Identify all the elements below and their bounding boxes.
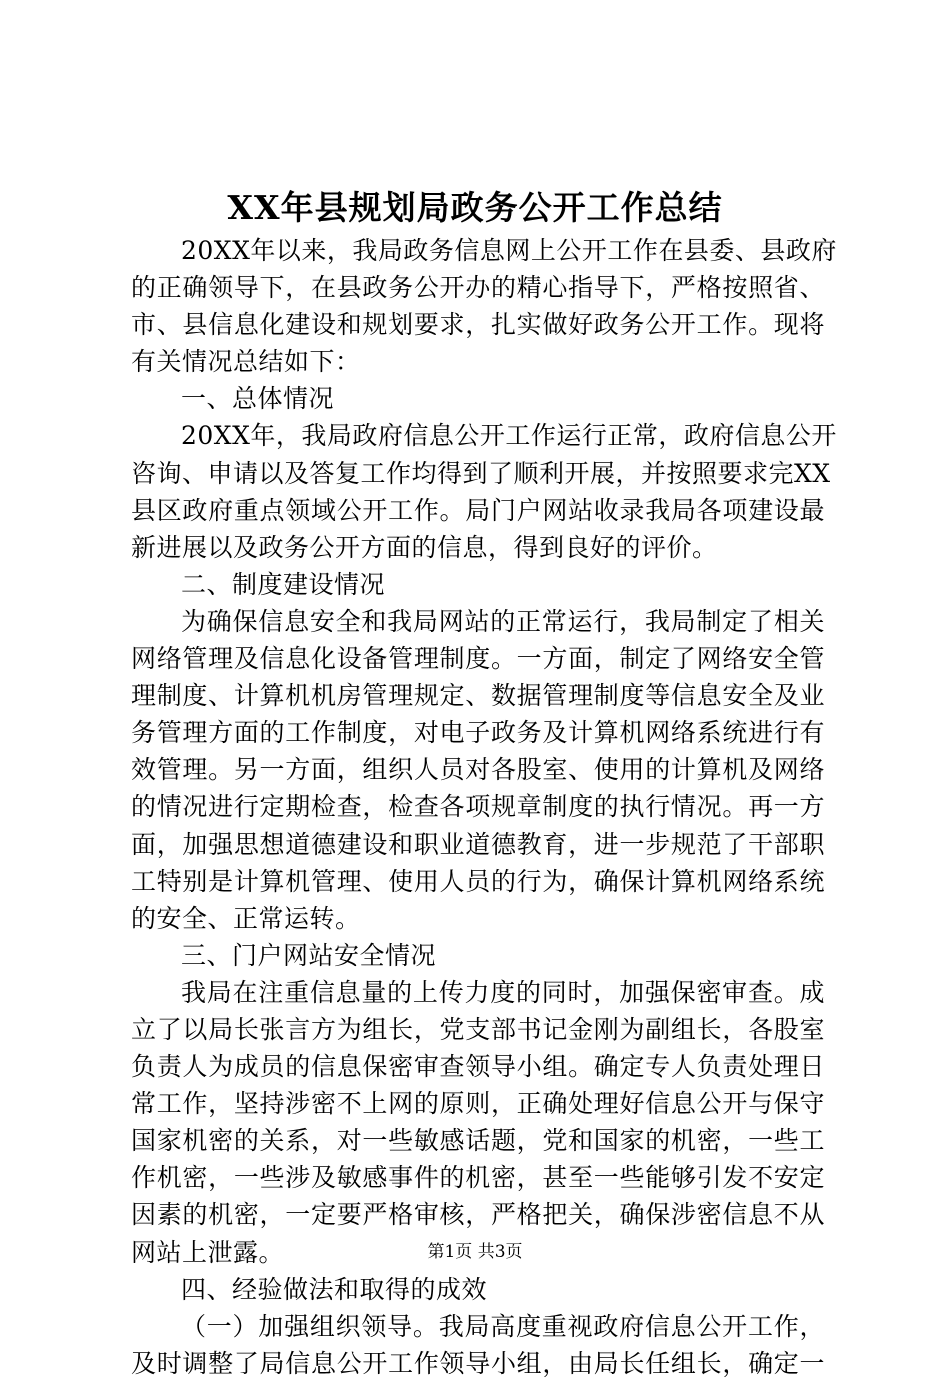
paragraph-line: 的安全、正常运转。 xyxy=(131,903,361,933)
paragraph-line: 咨询、申请以及答复工作均得到了顺利开展，并按照要求完XX xyxy=(131,458,831,488)
paragraph-line: 20XX年以来，我局政务信息网上公开工作在县委、县政府 xyxy=(181,236,837,265)
paragraph-line: 20XX年，我局政府信息公开工作运行正常，政府信息公开 xyxy=(181,421,837,451)
paragraph-line: 新进展以及政务公开方面的信息，得到良好的评价。 xyxy=(131,532,718,562)
paragraph-line: 立了以局长张言方为组长，党支部书记金刚为副组长，各股室 xyxy=(131,1014,825,1044)
page-footer: 第1页 共3页 xyxy=(427,1242,523,1262)
paragraph-line: 国家机密的关系，对一些敏感话题，党和国家的机密，一些工 xyxy=(131,1126,825,1156)
paragraph-line: 县区政府重点领域公开工作。局门户网站收录我局各项建设最 xyxy=(131,495,825,525)
paragraph-line: 市、县信息化建设和规划要求，扎实做好政务公开工作。现将 xyxy=(131,310,825,340)
paragraph-line: 网站上泄露。 xyxy=(131,1237,285,1267)
paragraph-line: 为确保信息安全和我局网站的正常运行，我局制定了相关 xyxy=(181,606,825,636)
paragraph-line: 作机密，一些涉及敏感事件的机密，甚至一些能够引发不安定 xyxy=(131,1163,825,1193)
paragraph-line: 工特别是计算机管理、使用人员的行为，确保计算机网络系统 xyxy=(131,866,825,896)
paragraph-line: 有关情况总结如下： xyxy=(131,347,361,377)
section-heading: 一、总体情况 xyxy=(181,384,335,414)
document-body xyxy=(131,232,837,1382)
paragraph-line: 理制度、计算机机房管理规定、数据管理制度等信息安全及业 xyxy=(131,681,825,711)
paragraph-line: 效管理。另一方面，组织人员对各股室、使用的计算机及网络 xyxy=(131,755,825,785)
section-heading: 四、经验做法和取得的成效 xyxy=(181,1274,488,1304)
paragraph-line: 的正确领导下，在县政务公开办的精心指导下，严格按照省、 xyxy=(131,273,825,303)
paragraph-line: 的情况进行定期检查，检查各项规章制度的执行情况。再一方 xyxy=(131,792,825,822)
paragraph-line: 网络管理及信息化设备管理制度。一方面，制定了网络安全管 xyxy=(131,644,825,674)
paragraph-line: 因素的机密，一定要严格审核，严格把关，确保涉密信息不从 xyxy=(131,1200,825,1230)
paragraph-line: 务管理方面的工作制度，对电子政务及计算机网络系统进行有 xyxy=(131,718,825,748)
paragraph-line: 我局在注重信息量的上传力度的同时，加强保密审查。成 xyxy=(181,977,825,1007)
paragraph-line: 及时调整了局信息公开工作领导小组，由局长任组长，确定一 xyxy=(131,1348,825,1378)
section-heading: 三、门户网站安全情况 xyxy=(181,940,437,970)
paragraph-line: 常工作，坚持涉密不上网的原则，正确处理好信息公开与保守 xyxy=(131,1089,825,1119)
paragraph-line: 面，加强思想道德建设和职业道德教育，进一步规范了干部职 xyxy=(131,829,825,859)
document-title: XX年县规划局政务公开工作总结 xyxy=(227,188,723,227)
section-heading: 二、制度建设情况 xyxy=(181,569,386,599)
paragraph-line: 负责人为成员的信息保密审查领导小组。确定专人负责处理日 xyxy=(131,1052,825,1082)
paragraph-line: （一）加强组织领导。我局高度重视政府信息公开工作， xyxy=(181,1311,825,1341)
